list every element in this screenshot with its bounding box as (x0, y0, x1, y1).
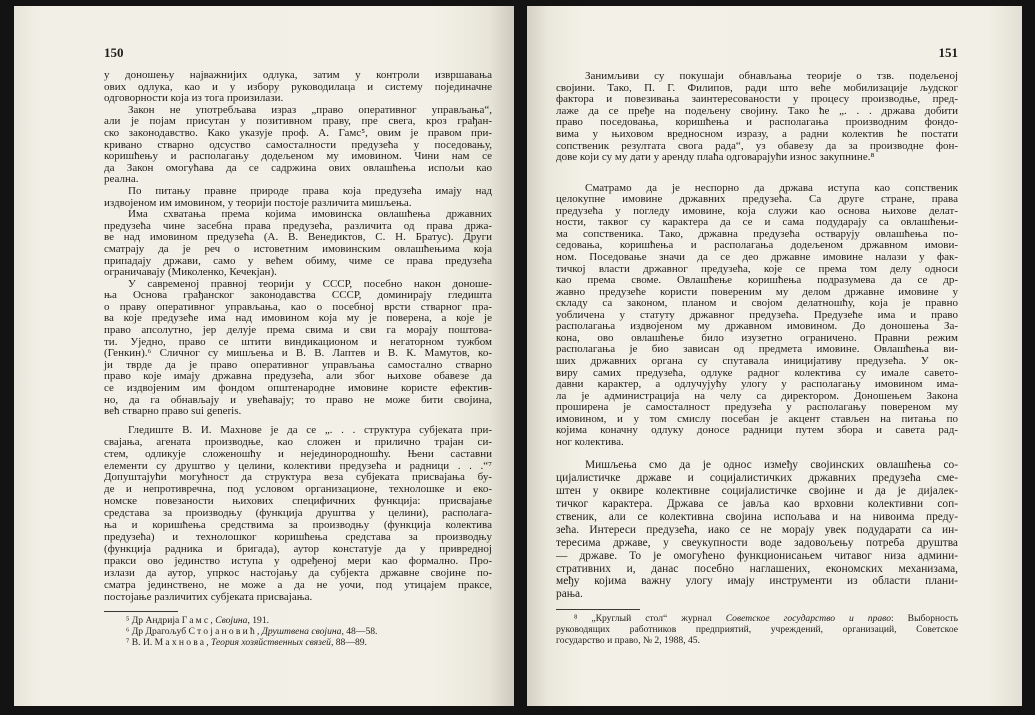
footnote-text: руководящих работников предприятий, учреждений, организаций, Советское (556, 624, 958, 635)
text-line: ња Основа грађанског законодавства СССР, доминирају гледишта (104, 289, 492, 302)
text-line: де и непротивречна, под условом организационе, технолошке и еко- (104, 483, 492, 496)
text-line: коришћењу и располагању додељеном му имовином. Чини нам се (104, 150, 492, 163)
text-line: ног колектива. (556, 435, 624, 448)
text-line: ти. Уједно, право се штити виндикационом и негаторном тужбом (104, 335, 492, 348)
text-line: сопственик резултата свога рада“, уз обавезу да за производне фон- (556, 139, 958, 152)
text-line: реална. (104, 173, 139, 186)
text-line: давни карактер, а одлучујућу улогу у располагању имовином има- (556, 378, 958, 391)
text-line: штен у оквире колективне социјалистичке својине и да је дијалек- (556, 485, 958, 498)
paragraph (104, 186, 492, 209)
paragraph (104, 279, 492, 418)
page-number: 151 (938, 45, 958, 60)
footnote-rule (104, 611, 178, 612)
text-line: тичког карактера. Држава се јавља као врховни колективни соп- (556, 498, 958, 511)
footnote-line (556, 635, 958, 646)
text-line: као према своме. Овлашћење коришћења подразумева да се др- (556, 274, 958, 287)
text-line: елементи су друштво у целини, колективи предузећа и радници . . .“⁷ (104, 459, 492, 472)
text-line: зећа. Интереси предузећа, иако се не морају увек подударати са ин- (556, 523, 958, 536)
text-line: складу са законом, планом и својом делатношћу, која је правно (556, 297, 958, 310)
text-line: кривано стварно одсуство самосталности предузећа у поседовању, (104, 138, 492, 151)
text-line: стем, одликује сложеношћу и нејединородношћу. Њени саставни (104, 447, 492, 460)
text-line: располагања издвојеном му државном имовином. До доношења За- (556, 320, 958, 333)
footnote-title: Друштвена својина (261, 626, 342, 637)
text-line: сматра јединствено, не може а да не уочи, под утицајем праксе, (104, 578, 492, 591)
text-line: о праву оперативног управљања, као о посебној врсти стварног пра- (104, 300, 492, 313)
text-line: ла је администрација на челу са директором. Доношењем Закона (556, 389, 958, 402)
text-line: имовином, и у том смислу посебан је акцент стављен на питања по (556, 412, 958, 425)
text-line: проширена је самосталност предузећа у располагању повереном му (556, 401, 958, 414)
text-line: По питању правне природе права која предузећа имају над (128, 184, 492, 197)
text-line: којима коначну одлуку доносе радници путем збора и савета рад- (556, 424, 958, 437)
footnote (104, 637, 492, 648)
left-page (14, 6, 514, 706)
text-line: одговорности која из тога произилази. (104, 92, 284, 105)
text-line: ности, таквог су карактера да се и сама подударају са овлашћењи- (556, 216, 958, 229)
text-line: ном. Поседовање значи да се део државне имовине налази у фак- (556, 251, 958, 264)
text-line: право поседовања, коришћења и располагања производним фондо- (556, 116, 958, 129)
text-line: ових одлука, као и у избору руководилаца и систему појединачне (104, 80, 492, 93)
text-line: предузећа) и технолошког коришћења средстава за производњу (104, 530, 492, 543)
text-line: Гледиште В. И. Махнове је да се „. . . структура субјеката при- (128, 423, 492, 436)
text-line: али је појам присутан у позитивном праву, пре свега, кроз грађан- (104, 115, 492, 128)
text-line: Допуштајући могућност да структура веза субјеката присвајања бу- (104, 471, 492, 484)
text-line: Занимљиви су покушаји обнављања теорије о тзв. подељеној (585, 70, 958, 82)
paragraph (104, 70, 492, 105)
footnote (104, 626, 492, 637)
footnote-title: Теория хозяйственных связей (211, 637, 331, 648)
text-line: ји тврде да је право оперативног управљања самостално стварно (104, 358, 492, 371)
footnote-line (104, 637, 492, 648)
text-line: рања. (556, 588, 583, 601)
text-line: ња и коришћења средствима за производњу (функција колектива (104, 519, 492, 532)
text-line: припадају држави, само у већем обиму, чиме се права предузећа (104, 254, 492, 267)
footnote-author: Гамс (181, 615, 211, 626)
text-line: пракси ово јединство иступа у одређеној мери као формално. Про- (104, 554, 492, 567)
text-line: вима у њиховом вредносном изразу, а радни колектив ће постати (556, 127, 958, 140)
text-line: ве над имовином предузећа (А. В. Венедиктов, С. Н. Братус). Други (104, 231, 492, 244)
text-line: но, да га обнављају и увећавају; то право не може бити својина, (104, 393, 492, 406)
page-number: 150 (104, 45, 124, 60)
text-line: располагања је био зависан од предмета имовине. Овлашћења ви- (556, 343, 958, 356)
text-line: се издвојеним им фондом општенародне имовине користе ефектив- (104, 382, 492, 395)
footnote-text: ⁸ „Круглый стол“ журнал (574, 613, 726, 624)
paragraph (104, 105, 492, 186)
text-line: ско законодавство. Како указује проф. А. Гамс⁵, овим је правом при- (104, 126, 492, 139)
footnote-author: Стојановић (188, 626, 257, 637)
footnote (104, 615, 492, 626)
text-line: већ стварно право sui generis. (104, 405, 242, 418)
text-line: излази да аутор, упркос настојању да субјекта државне својине по- (104, 566, 492, 579)
footnote-text: ⁷ В. И. (126, 637, 155, 648)
paragraph (556, 459, 958, 601)
text-line: ограничавају (Миколенко, Кечекјан). (104, 266, 277, 279)
text-line: средстава за производњу (функција друштва у целини), располага- (104, 507, 492, 520)
footnote-text: , (206, 637, 212, 648)
text-line: постојање различитих субјеката присвајања. (104, 590, 313, 603)
text-line: целокупне имовине државних предузећа. Са друге стране, права (556, 193, 958, 206)
paragraph (104, 425, 492, 604)
text-line: цијалистичке државе и социјалистичких државних предузећа сме- (556, 472, 958, 485)
text-line: виру самих предузећа, одлуке радног колектива су имале савето- (556, 366, 958, 379)
text-line: лаже да се пређе на подељену својину. Тако ће „. . . држава добити (556, 104, 958, 117)
text-line: Закон не употребљава израз „право оперативног управљања“, (128, 103, 492, 116)
text-line: стративних и, данас посебно наглашених, економских механизама, (556, 562, 958, 575)
paragraph (556, 183, 958, 449)
footnote-text: , 191. (247, 615, 270, 626)
footnotes (104, 615, 492, 648)
paragraph (556, 71, 958, 164)
footnote-author: Махнова (154, 637, 207, 648)
text-line: — државе. То је омогућено функционисањем читавог низа админи- (556, 549, 958, 562)
footnote-text: государство и право, № 2, 1988, 45. (556, 635, 701, 646)
text-line: у доношењу најважнијих одлука, затим у контроли извршавања (104, 69, 492, 81)
text-line: тересима државе, у свеукупности воде задовољењу потреба друштва (556, 536, 958, 549)
text-line: ма сопственика. Тако, државна предузећа остварују овлашћења по- (556, 227, 958, 240)
text-line: (Генкин).⁶ Сличног су мишљења и В. В. Лаптев и В. К. Мамутов, ко- (104, 347, 492, 360)
text-line: својини. Тако, П. Г. Филипов, ради што веће мобилизације људског (556, 81, 958, 94)
footnote-rule (556, 609, 640, 610)
footnote-text: ⁵ Др Андрија (126, 615, 182, 626)
footnote-text: , (210, 615, 216, 626)
text-line: (функција радника и бригада), аутор констатује да у привредној (104, 542, 492, 555)
footnote-line (104, 626, 492, 637)
footnotes (556, 613, 958, 646)
text-line: предузећа у погледу имовине, која служи као основа њихове делат- (556, 204, 958, 217)
text-line: сматрају да је реч о истоветним имовинским овлашћењима која (104, 242, 492, 255)
text-line: право које имају државна предузећа, али због њихове обавезе да (104, 370, 492, 383)
footnote-text: , 88—89. (330, 637, 367, 648)
footnote-title: Својина (215, 615, 248, 626)
paragraph (104, 209, 492, 279)
text-line: свајања, агената производње, као сложен и прилично трајан си- (104, 435, 492, 448)
footnote-line (556, 624, 958, 635)
text-line: дове који су му дати у аренду плаћа одговарајући износ закупнине.⁸ (556, 151, 875, 164)
footnote-text: , (256, 626, 262, 637)
text-line: Има схватања према којима имовинска овлашћења државних (128, 208, 492, 221)
text-line: право апсолутно, јер делује према свима и сви га морају поштова- (104, 324, 492, 337)
text-line: Мишљења смо да је однос између својинских овлашћења со- (585, 459, 958, 472)
text-line: Сматрамо да је неспорно да држава иступа као сопственик (585, 181, 958, 194)
text-line: номске повезаности њихових специфичних функција: присвајање (104, 495, 492, 508)
text-line: жавно предузеће користи повереним му делом државне имовине у (556, 285, 958, 298)
text-line: издвојеном им имовином, у теорији постоје различита мишљења. (104, 196, 412, 209)
text-line: тичкој власти државног предузећа, које се према том делу односи (556, 262, 958, 275)
footnote (556, 613, 958, 646)
text-line: да Закон омогућава да се садржина ових овлашћења испољи као (104, 161, 492, 174)
right-page (527, 6, 1022, 706)
text-line: уобличена у статуту државног предузећа. Предузеће има и право (556, 308, 958, 321)
text-line: предузећа чине засебна права предузећа, различита од права држа- (104, 219, 492, 232)
footnote-title: Советское государство и право (725, 613, 892, 624)
text-line: међу којима важну улогу имају инструменти из области плани- (556, 575, 958, 588)
text-line: фактора и повезивања заинтересованости у процесу производње, пред- (556, 93, 958, 106)
text-line: ва које предузеће има над имовином која му је поверена, а које је (104, 312, 492, 325)
body-text (556, 71, 958, 601)
text-line: У савременој правној теорији у СССР, посебно након доноше- (128, 277, 492, 290)
footnote-text: , 48—58. (341, 626, 378, 637)
footnote-line (104, 615, 492, 626)
footnote-text: ⁶ Др Драгољуб (126, 626, 189, 637)
text-line: седовања, коришћења и располагања додељеном државном имови- (556, 239, 958, 252)
text-line: кона, ово овлашћење било изузетно ограничено. Правни режим (556, 331, 958, 344)
body-text (104, 70, 492, 603)
text-line: ственик, али се колективна својина испољава и на нивоима преду- (556, 510, 958, 523)
text-line: ших државних органа су спутавала иницијативу предузећа. У ок- (556, 354, 958, 367)
footnote-text: : Выборность (891, 613, 958, 624)
footnote-line (556, 613, 958, 624)
